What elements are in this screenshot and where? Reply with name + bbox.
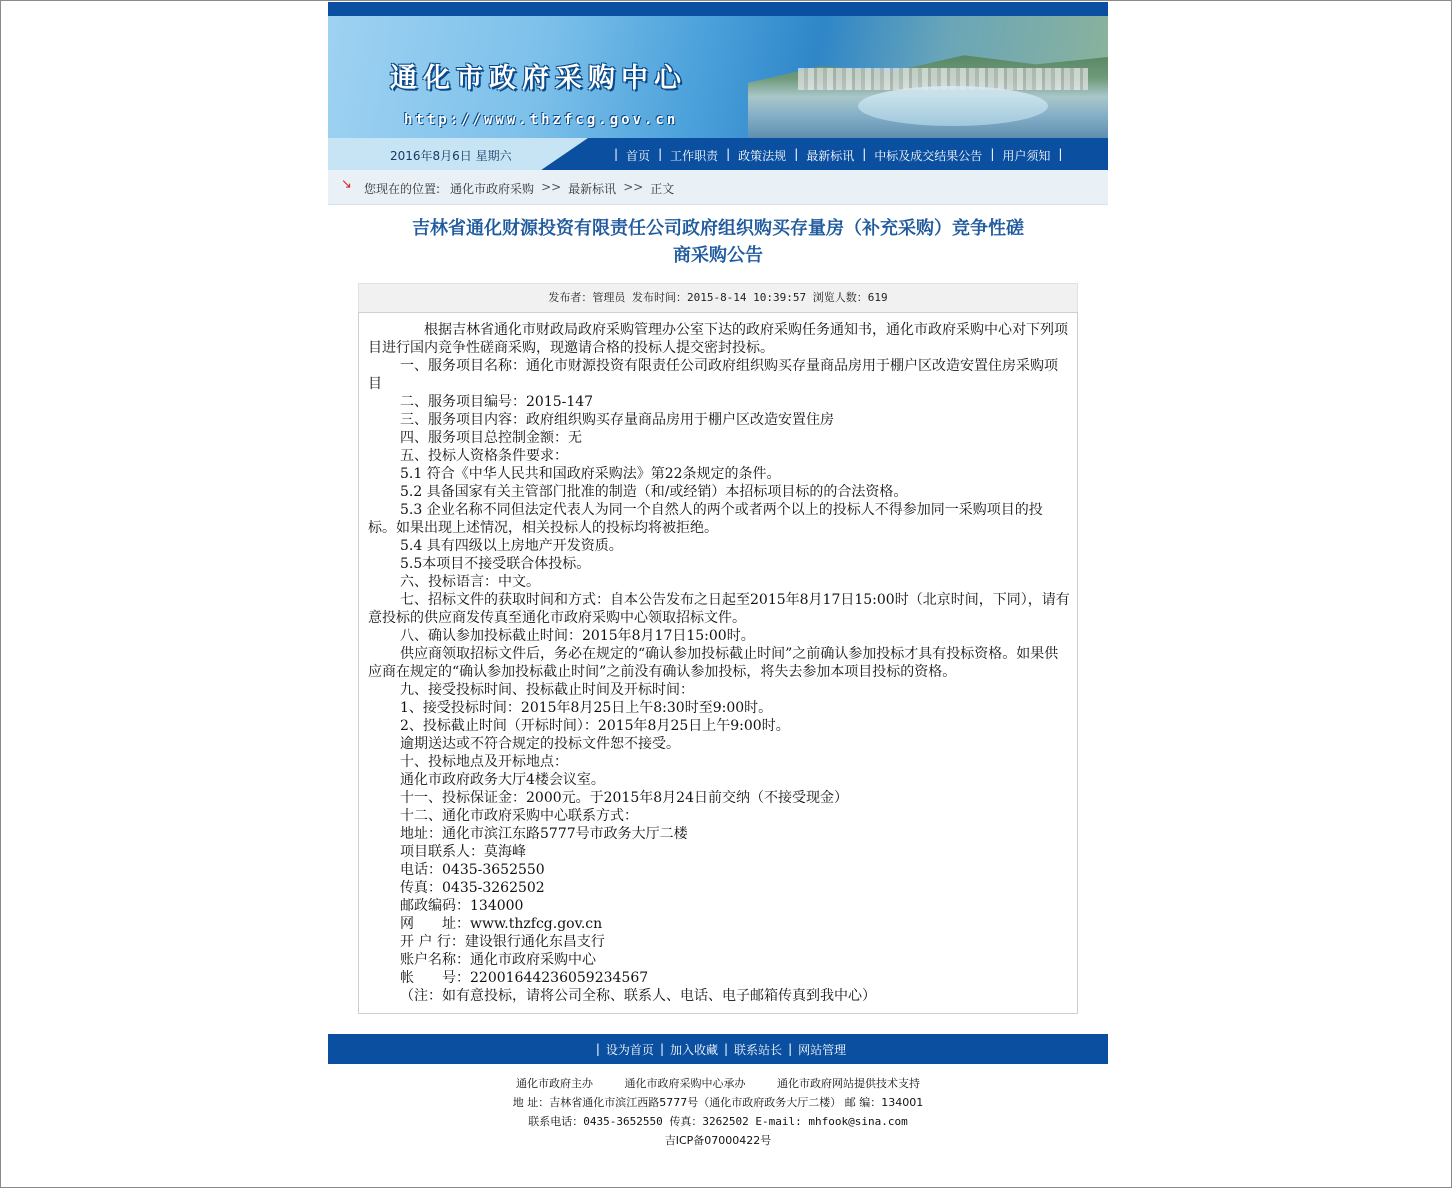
article-paragraph: 5.1 符合《中华人民共和国政府采购法》第22条规定的条件。 [400,466,781,482]
article-paragraph: 逾期送达或不符合规定的投标文件恕不接受。 [400,736,680,752]
article-paragraph: 5.5本项目不接受联合体投标。 [400,556,591,572]
article-paragraph: （注：如有意投标，请将公司全称、联系人、电话、电子邮箱传真到我中心） [400,988,876,1004]
set-homepage-link[interactable]: 设为首页 [605,1042,654,1057]
article-paragraph: 5.4 具有四级以上房地产开发资质。 [400,538,623,554]
breadcrumb-home[interactable]: 通化市政府采购 [450,182,535,196]
footer-sponsors: 通化市政府主办 通化市政府采购中心承办 通化市政府网站提供技术支持 [516,1077,920,1090]
nav-duties[interactable]: 工作职责 [670,149,719,163]
article-meta: 发布者：管理员 发布时间：2015-8-14 10:39:57 浏览人数：619 [358,283,1078,312]
article-paragraph: 十一、投标保证金：2000元。于2015年8月24日前交纳（不接受现金） [400,790,848,806]
top-bar [328,2,1108,16]
article-paragraph: 开 户 行：建设银行通化东昌支行 [400,934,605,950]
footer-icp: 吉ICP备07000422号 [664,1134,772,1147]
nav-latest-bids[interactable]: 最新标讯 [806,149,855,163]
footer-links: | 设为首页 | 加入收藏 | 联系站长 | 网站管理 [328,1034,1108,1064]
article-paragraph: 帐 号：22001644236059234567 [400,970,649,986]
article-paragraph: 三、服务项目内容：政府组织购买存量商品房用于棚户区改造安置住房 [400,412,834,428]
article-paragraph: 二、服务项目编号：2015-147 [400,394,594,410]
site-url: http://www.thzfcg.gov.cn [404,112,679,128]
article-paragraph: 项目联系人：莫海峰 [400,844,526,860]
article-paragraph: 供应商领取招标文件后，务必在规定的“确认参加投标截止时间”之前确认参加投标才具有投标资格。如果供应商在规定的“确认参加投标截止时间”之前没有确认参加投标，将失去参加本项目投标的资格。 [368,646,1059,680]
article-paragraph: 电话：0435-3652550 [400,862,545,878]
nav-home[interactable]: 首页 [626,149,651,163]
footer-contact: 联系电话：0435-3652550 传真：3262502 E-mail: mhfook@sina.com [528,1115,908,1128]
breadcrumb-current: 正文 [650,182,675,196]
article-paragraph: 2、投标截止时间（开标时间）：2015年8月25日上午9:00时。 [400,718,790,734]
article-paragraph: 5.2 具备国家有关主管部门批准的制造（和/或经销）本招标项目标的的合法资格。 [400,484,908,500]
contact-admin-link[interactable]: 联系站长 [734,1042,783,1057]
site-admin-link[interactable]: 网站管理 [798,1042,847,1057]
article-paragraph: 5.3 企业名称不同但法定代表人为同一个自然人的两个或者两个以上的投标人不得参加同一采购项目的投标。如果出现上述情况，相关投标人的投标均将被拒绝。 [368,502,1043,536]
article-paragraph: 十、投标地点及开标地点： [400,754,568,770]
article-paragraph: 五、投标人资格条件要求： [400,448,568,464]
nav-results[interactable]: 中标及成交结果公告 [874,149,983,163]
article-paragraph: 七、招标文件的获取时间和方式：自本公告发布之日起至2015年8月17日15:00时（北京时间，下同），请有意投标的供应商发传真至通化市政府采购中心领取招标文件。 [368,592,1070,626]
current-date: 2016年8月6日 星期六 [390,149,512,163]
breadcrumb-latest[interactable]: 最新标讯 [568,182,617,196]
page-container [328,2,1108,1150]
article-paragraph: 一、服务项目名称：通化市财源投资有限责任公司政府组织购买存量商品房用于棚户区改造安置住房采购项目 [368,358,1058,392]
article-paragraph: 四、服务项目总控制金额：无 [400,430,582,446]
article-paragraph: 根据吉林省通化市财政局政府采购管理办公室下达的政府采购任务通知书，通化市政府采购中心对下列项目进行国内竞争性磋商采购，现邀请合格的投标人提交密封投标。 [368,322,1068,356]
article-title: 吉林省通化财源投资有限责任公司政府组织购买存量房（补充采购）竞争性磋 商采购公告 [412,218,1024,266]
site-name: 通化市政府采购中心 [390,63,687,94]
arrow-icon: ↘ [341,177,352,192]
add-favorite-link[interactable]: 加入收藏 [669,1042,718,1057]
article-paragraph: 传真：0435-3262502 [400,880,545,896]
article-paragraph: 十二、通化市政府采购中心联系方式： [400,808,638,824]
article-paragraph: 九、接受投标时间、投标截止时间及开标时间： [400,682,694,698]
breadcrumb: ↘ 您现在的位置: 通化市政府采购 >> 最新标讯 >> 正文 [328,170,1108,205]
article-paragraph: 通化市政府政务大厅4楼会议室。 [400,772,605,788]
article-paragraph: 地址：通化市滨江东路5777号市政务大厅二楼 [400,826,688,842]
article-paragraph: 八、确认参加投标截止时间：2015年8月17日15:00时。 [400,628,755,644]
nav-policies[interactable]: 政策法规 [738,149,787,163]
article-paragraph: 1、接受投标时间：2015年8月25日上午8:30时至9:00时。 [400,700,773,716]
breadcrumb-label: 您现在的位置: [364,182,441,196]
article-paragraph: 网 址：www.thzfcg.gov.cn [400,916,603,932]
article-paragraph: 六、投标语言：中文。 [400,574,540,590]
article-paragraph: 邮政编码：134000 [400,898,524,914]
nav-user-notice[interactable]: 用户须知 [1002,149,1051,163]
banner-river [858,86,1048,126]
site-banner [328,16,1108,138]
article-body [358,312,1078,1014]
main-nav: | 首页 | 工作职责 | 政策法规 | 最新标讯 | 中标及成交结果公告 | 用户须知 | [614,147,1063,163]
article-paragraph: 账户名称：通化市政府采购中心 [400,952,596,968]
footer-info [328,1074,1108,1150]
footer-address: 地 址：吉林省通化市滨江西路5777号（通化市政府政务大厅二楼） 邮 编：134001 [512,1096,924,1109]
nav-bar [328,138,1108,170]
